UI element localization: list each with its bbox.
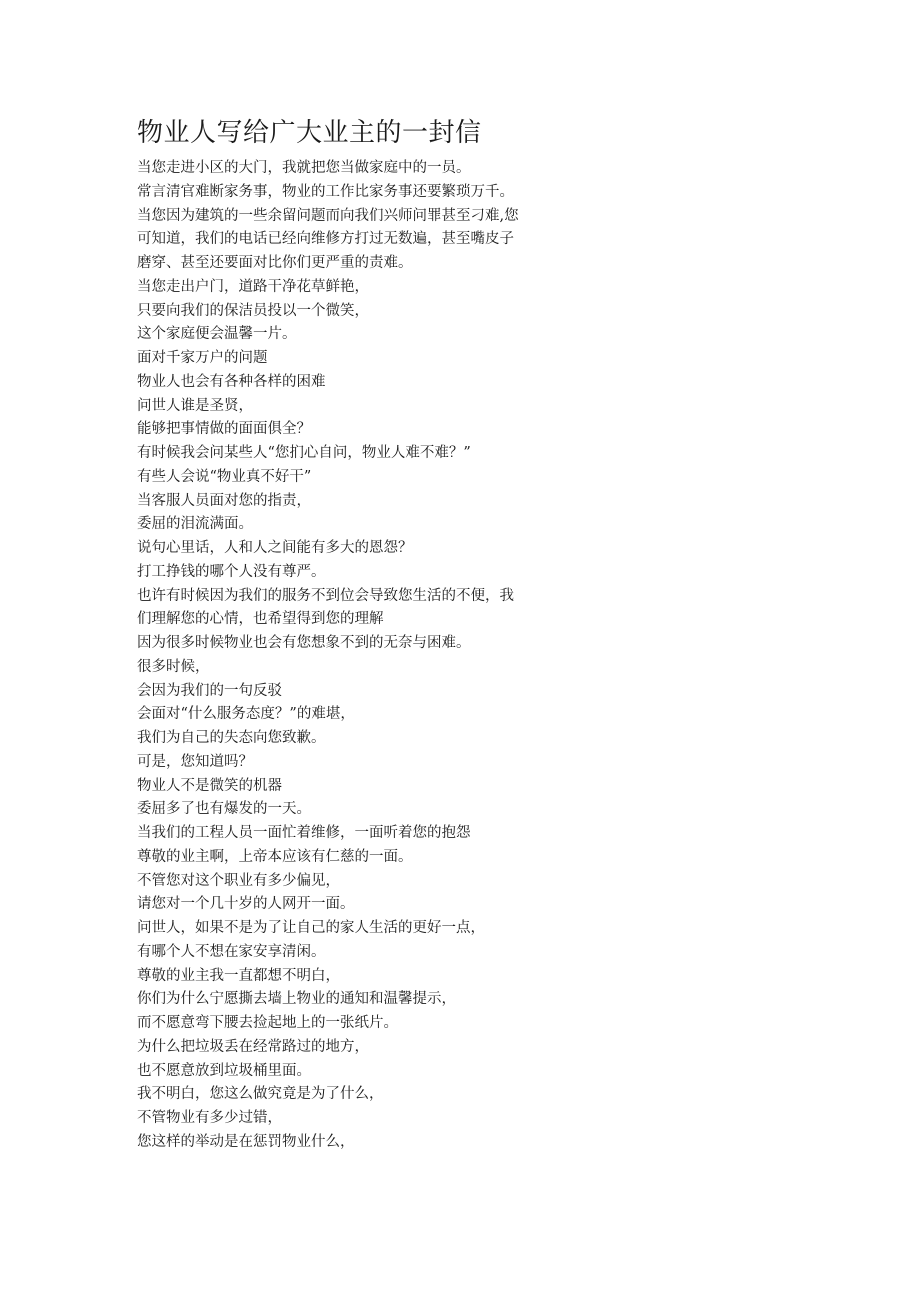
document-title: 物业人写给广大业主的一封信	[137, 118, 482, 148]
document-line: 能够把事情做的面面俱全？	[137, 421, 311, 438]
document-line: 会面对“什么服务态度？”的难堪，	[137, 706, 355, 723]
document-line: 有时候我会问某些人“您扪心自问，物业人难不难？”	[137, 445, 471, 461]
document-line: 也不愿意放到垃圾桶里面。	[137, 1062, 311, 1079]
document-line: 我不明白，您这么做究竟是为了什么，	[137, 1086, 384, 1103]
document-line: 们理解您的心情，也希望得到您的理解	[137, 611, 384, 628]
document-line: 为什么把垃圾丢在经常路过的地方，	[137, 1038, 369, 1055]
document-line: 这个家庭便会温馨一片。	[137, 326, 297, 343]
document-line: 可知道，我们的电话已经向维修方打过无数遍，甚至嘴皮子	[137, 231, 514, 248]
document-line: 尊敬的业主啊，上帝本应该有仁慈的一面。	[137, 848, 413, 865]
document-line: 你们为什么宁愿撕去墙上物业的通知和温馨提示，	[137, 991, 456, 1008]
document-line: 很多时候，	[137, 658, 210, 675]
document-line: 物业人也会有各种各样的困难	[137, 373, 326, 390]
document-line: 您这样的举动是在惩罚物业什么，	[137, 1133, 355, 1150]
document-line: 我们为自己的失态向您致歉。	[137, 730, 326, 746]
document-line: 不管您对这个职业有多少偏见，	[137, 872, 340, 889]
document-line: 会因为我们的一句反驳	[137, 682, 282, 699]
document-line: 物业人不是微笑的机器	[137, 777, 282, 794]
document-line: 有些人会说“物业真不好干”	[137, 468, 312, 485]
document-line: 可是，您知道吗？	[137, 753, 253, 770]
document-line: 当客服人员面对您的指责，	[137, 492, 311, 509]
document-line: 委屈多了也有爆发的一天。	[137, 801, 311, 818]
document-body	[137, 157, 519, 1155]
document-line: 问世人，如果不是为了让自己的家人生活的更好一点，	[137, 920, 485, 936]
document-line: 有哪个人不想在家安享清闲。	[137, 943, 326, 960]
document-line: 常言清官难断家务事，物业的工作比家务事还要繁琐万千。	[137, 183, 514, 200]
document-line: 当您走出户门，道路干净花草鲜艳，	[137, 278, 369, 295]
document-line: 而不愿意弯下腰去捡起地上的一张纸片。	[137, 1015, 398, 1031]
document-line: 因为很多时候物业也会有您想象不到的无奈与困难。	[137, 635, 471, 651]
document-line: 请您对一个几十岁的人网开一面。	[137, 896, 355, 913]
document-line: 不管物业有多少过错，	[137, 1110, 282, 1126]
document-line: 也许有时候因为我们的服务不到位会导致您生活的不便，我	[137, 587, 514, 604]
document-line: 说句心里话，人和人之间能有多大的恩怨？	[137, 540, 413, 556]
document-line: 磨穿、甚至还要面对比你们更严重的责难。	[137, 255, 413, 271]
document-line: 尊敬的业主我一直都想不明白，	[137, 967, 340, 984]
document-line: 只要向我们的保洁员投以一个微笑，	[137, 302, 369, 319]
document-line: 问世人谁是圣贤，	[137, 397, 253, 414]
document-line: 当您因为建筑的一些余留问题而向我们兴师问罪甚至刁难,您	[137, 207, 519, 224]
document-line: 当您走进小区的大门，我就把您当做家庭中的一员。	[137, 160, 471, 176]
document-line: 面对千家万户的问题	[137, 350, 268, 366]
document-line: 打工挣钱的哪个人没有尊严。	[137, 563, 326, 580]
document-line: 委屈的泪流满面。	[137, 516, 253, 533]
document-line: 当我们的工程人员一面忙着维修，一面听着您的抱怨	[137, 825, 471, 841]
